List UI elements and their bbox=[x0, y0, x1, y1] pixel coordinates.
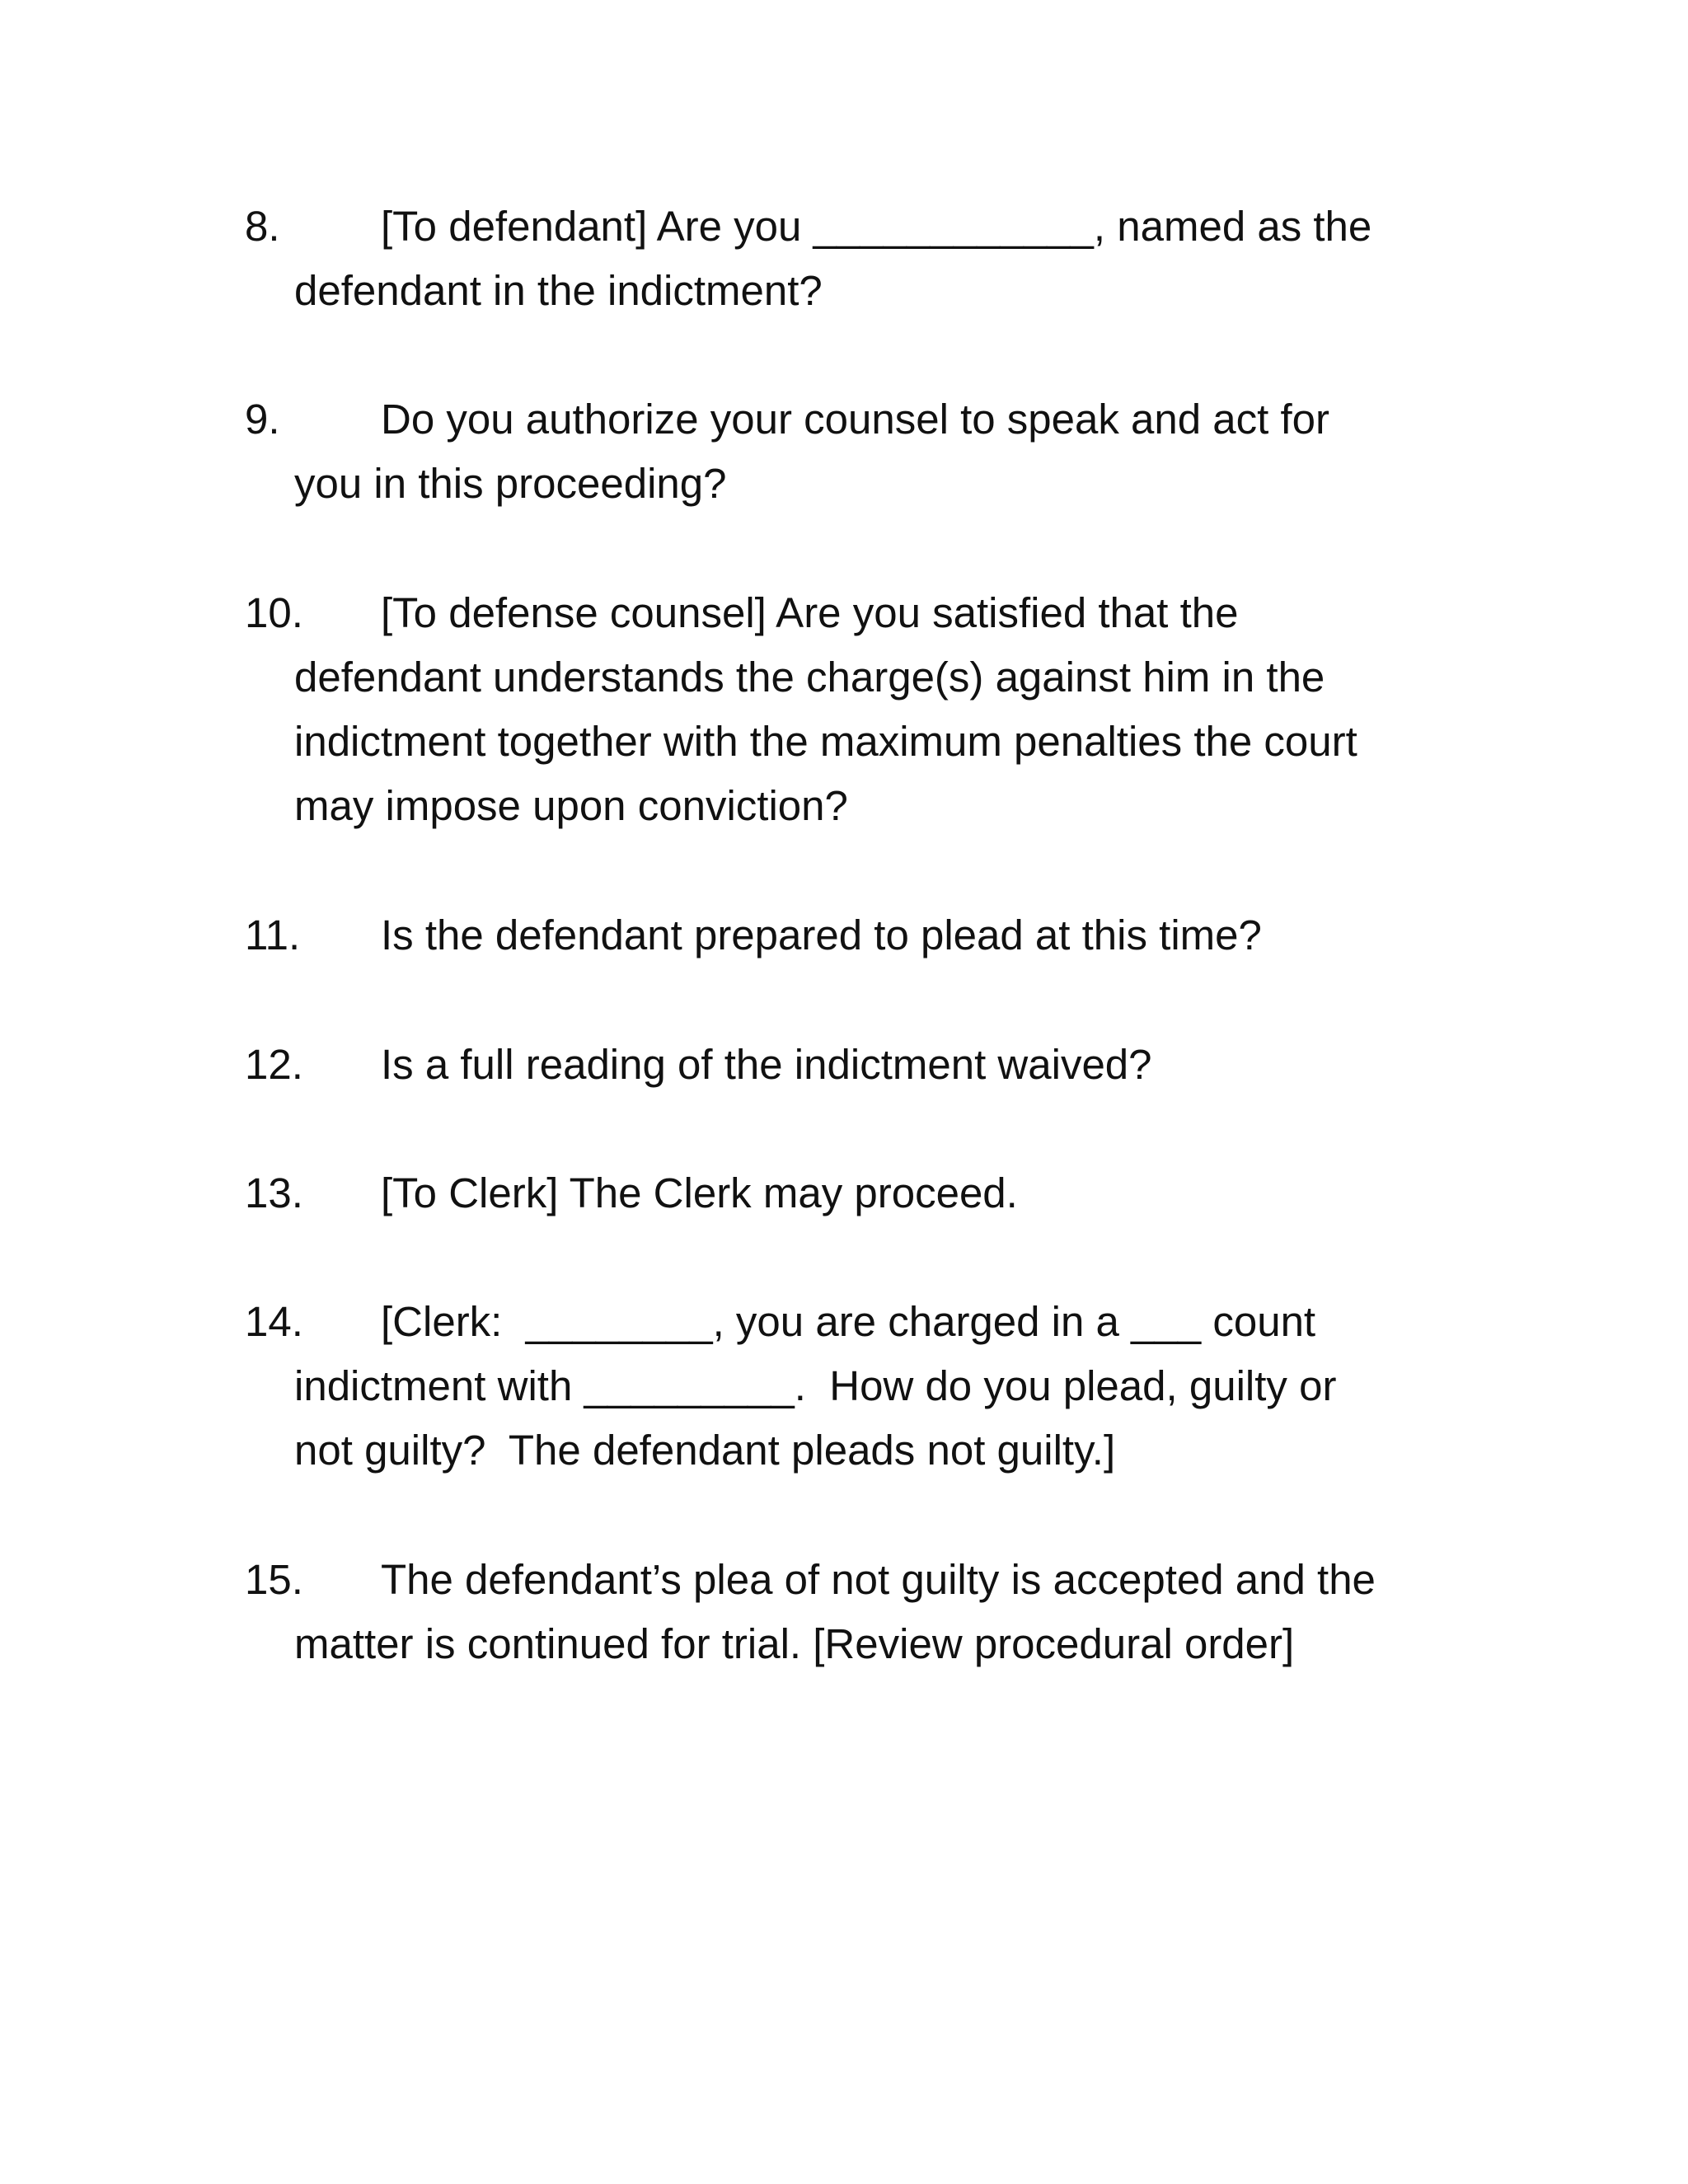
item-first-line bbox=[245, 903, 1498, 968]
item-10 bbox=[245, 581, 1498, 838]
item-15 bbox=[245, 1548, 1498, 1676]
item-text: Is a full reading of the indictment waived? bbox=[381, 1041, 1152, 1088]
item-12 bbox=[245, 1033, 1498, 1097]
item-continuation-line: not guilty? The defendant pleads not guilty.] bbox=[294, 1427, 1116, 1474]
item-number: 9. bbox=[245, 396, 280, 443]
item-number: 15. bbox=[245, 1556, 303, 1603]
item-continuation-line: indictment together with the maximum penalties the court bbox=[294, 718, 1357, 765]
item-text: [Clerk: ________, you are charged in a ___ count bbox=[381, 1298, 1316, 1345]
item-first-line bbox=[245, 1033, 1498, 1097]
item-number: 11. bbox=[245, 912, 301, 958]
item-continuation-line: matter is continued for trial. [Review procedural order] bbox=[294, 1620, 1295, 1667]
item-first-line bbox=[245, 1290, 1498, 1354]
item-first-line bbox=[245, 194, 1498, 259]
item-9 bbox=[245, 387, 1498, 516]
item-text: [To defendant] Are you ____________, named as the bbox=[381, 203, 1372, 250]
item-continuation-line: defendant understands the charge(s) against him in the bbox=[294, 654, 1325, 701]
item-11 bbox=[245, 903, 1498, 968]
item-number: 10. bbox=[245, 589, 303, 636]
item-text: Do you authorize your counsel to speak and act for bbox=[381, 396, 1330, 443]
item-text: The defendant’s plea of not guilty is accepted and the bbox=[381, 1556, 1376, 1603]
item-text: [To defense counsel] Are you satisfied that the bbox=[381, 589, 1239, 636]
item-number: 12. bbox=[245, 1041, 303, 1088]
item-13 bbox=[245, 1161, 1498, 1226]
item-number: 14. bbox=[245, 1298, 303, 1345]
item-8 bbox=[245, 194, 1498, 323]
item-first-line bbox=[245, 581, 1498, 645]
item-continuation-line: may impose upon conviction? bbox=[294, 782, 848, 829]
item-number: 8. bbox=[245, 203, 280, 250]
item-text: [To Clerk] The Clerk may proceed. bbox=[381, 1169, 1018, 1216]
item-14 bbox=[245, 1290, 1498, 1483]
item-continuation-line: you in this proceeding? bbox=[294, 460, 727, 507]
item-first-line bbox=[245, 387, 1498, 452]
item-continuation-line: defendant in the indictment? bbox=[294, 267, 823, 314]
item-number: 13. bbox=[245, 1169, 303, 1216]
item-text: Is the defendant prepared to plead at this time? bbox=[381, 912, 1262, 958]
item-first-line bbox=[245, 1548, 1498, 1612]
item-continuation-line: indictment with _________. How do you plead, guilty or bbox=[294, 1362, 1337, 1409]
item-first-line bbox=[245, 1161, 1498, 1226]
